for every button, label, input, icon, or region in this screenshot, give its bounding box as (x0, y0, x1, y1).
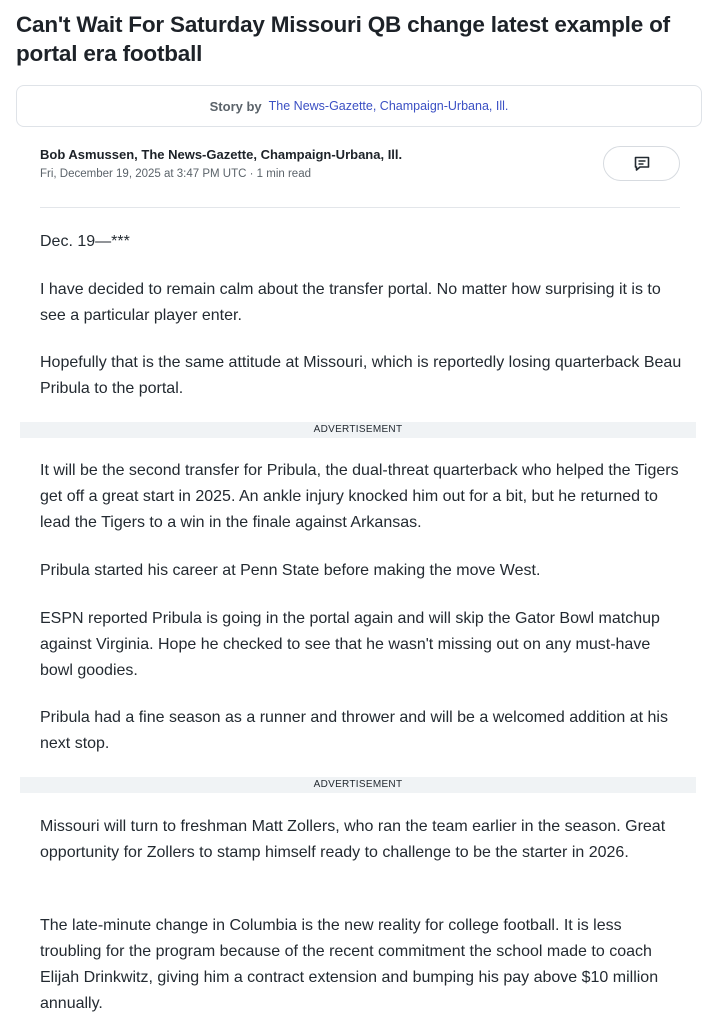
story-source-link[interactable]: The News-Gazette, Champaign-Urbana, Ill. (268, 99, 509, 113)
article-paragraph: Hopefully that is the same attitude at Missouri, which is reportedly losing quarterback Beau Pribula to the portal. (40, 354, 682, 397)
article-paragraph: Missouri will turn to freshman Matt Zollers, who ran the team earlier in the season. Great opportunity for Zollers to stamp himself ready to challenge to be the starter in 2026. (40, 818, 666, 861)
comment-icon (633, 156, 651, 172)
article-paragraph: The late-minute change in Columbia is the new reality for college football. It is less troubling for the program because of the recent commitment the school made to coach Elijah Drinkwitz, giving him a contract extension and bumping his pay above $10 million annually. (40, 917, 659, 1012)
author-name[interactable]: Bob Asmussen, The News-Gazette, Champaign-Urbana, Ill. (40, 147, 403, 162)
article-paragraph: Pribula had a fine season as a runner and thrower and will be a welcomed addition at his next stop. (40, 709, 668, 752)
byline-divider (40, 207, 680, 208)
article-paragraph: Dec. 19—*** (40, 233, 130, 250)
article-paragraph: I have decided to remain calm about the transfer portal. No matter how surprising it is to see a particular player enter. (40, 281, 661, 324)
story-label: Story by (209, 98, 262, 114)
article-paragraph: ESPN reported Pribula is going in the portal again and will skip the Gator Bowl matchup against Virginia. Hope he checked to see that he wasn't missing out on any must-have bowl goodies. (40, 610, 660, 679)
byline (40, 146, 402, 183)
advertisement-label: ADVERTISEMENT (20, 422, 696, 438)
article-paragraph: It will be the second transfer for Pribula, the dual-threat quarterback who helped the Tigers get off a great start in 2025. An ankle injury knocked him out for a bit, but he returned to lead the Tigers to a win in the finale against Arkansas. (40, 462, 679, 531)
article-paragraph: Pribula started his career at Penn State before making the move West. (40, 562, 541, 579)
story-source-bar (16, 85, 702, 127)
comments-button[interactable] (603, 146, 680, 181)
article-headline: Can't Wait For Saturday Missouri QB change latest example of portal era football (16, 12, 670, 66)
article-meta: Fri, December 19, 2025 at 3:47 PM UTC · 1 min read (40, 168, 311, 180)
advertisement-label: ADVERTISEMENT (20, 777, 696, 793)
